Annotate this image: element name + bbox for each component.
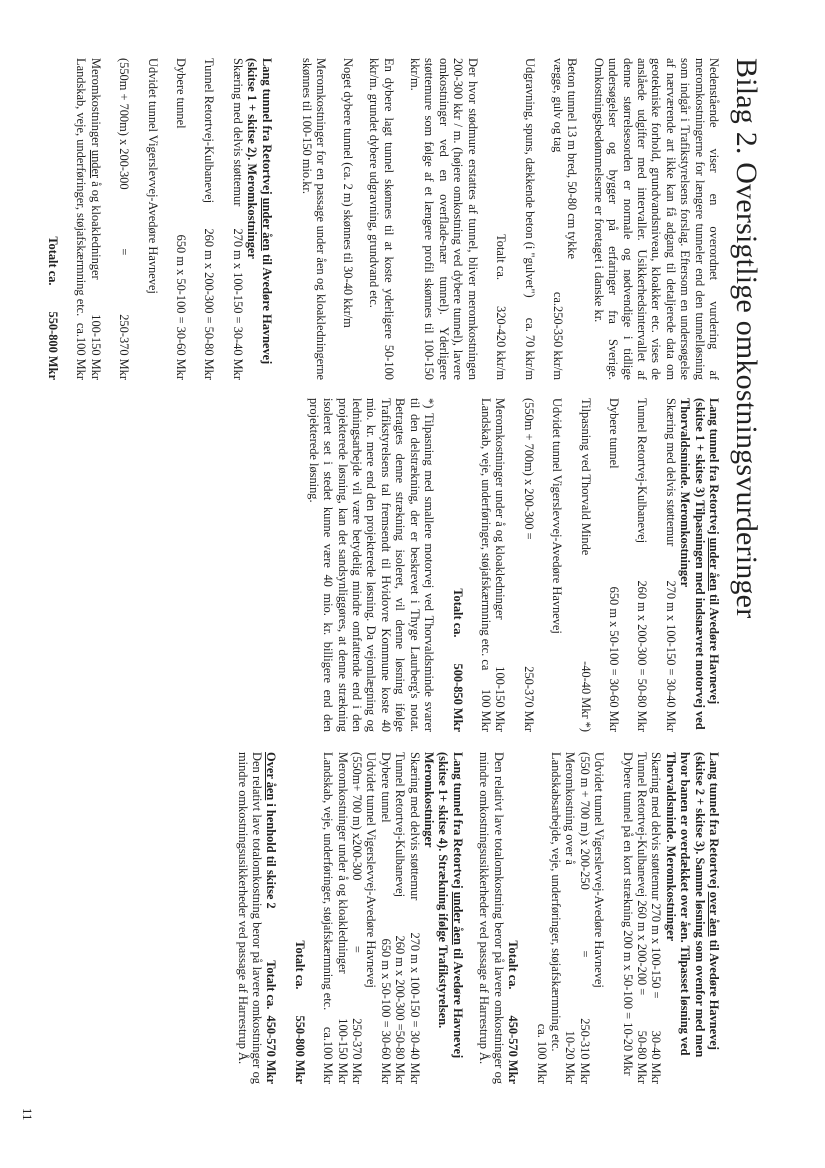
cost-label: Landskab, veje, underføringer, støjafskærmning etc. ca (478, 398, 493, 671)
spacer (536, 398, 550, 732)
cost-label: Tunnel Retortvej-Kulbanevej 260 m x 200-200 = (634, 752, 649, 996)
spacer (649, 398, 663, 732)
cost-value: 650 m x 50-100 = 30-60 Mkr (378, 938, 393, 1084)
cost-row (74, 58, 88, 380)
cost-label: Dybere tunnel (378, 752, 393, 823)
section-heading-1 (245, 58, 274, 380)
section-heading-3 (663, 752, 721, 1084)
cost-value: 270 m x 100-150 = 30-40 Mkr (230, 228, 245, 380)
paragraph-stoedmure: Der hvor stødmure erstattes af tunnel, bliver meromkostningen 200-300 kkr / m. (højere omkostning ved dybere tunnel), lavere omkostninger ved en overflade-nær tunnel). Yderligere støttemure som følge af et længere profil skønnes til 100-150 kkr/m. (408, 58, 480, 380)
cost-row (534, 752, 548, 1084)
cost-value: 250-370 Mkr (117, 314, 132, 380)
cost-value: 50-80 Mkr (634, 1030, 649, 1084)
heading-text: til Avedøre Havnevej (skitse 1 + skitse 3) Tilpasningen med indsnævret motorvej ved Thorvaldsminde. Meromkostninger (678, 398, 721, 730)
spacer (131, 58, 145, 380)
spacer (520, 752, 534, 1084)
total-row (450, 398, 464, 732)
paragraph-dybere: En dybere lagt tunnel skønnes til at koste yderligere 50-100 kkr/m. grundet dybere udgravning, grundvand etc. (367, 58, 396, 380)
cost-value: 650 m x 50-100 = 30-60 Mkr (174, 234, 189, 380)
cost-row (364, 752, 378, 1084)
spacer (436, 398, 450, 732)
cost-row (663, 398, 677, 732)
cost-label: vægge, gulv og tag (550, 58, 565, 153)
heading-underlined: under åen (450, 891, 465, 945)
spacer (593, 398, 607, 732)
cost-label: Landskabsarbejde, veje, underføringer, støjafskærmning etc. (548, 752, 563, 1052)
spacer (507, 398, 521, 732)
spacer (216, 58, 230, 380)
cost-row (620, 752, 634, 1084)
cost-row (563, 752, 577, 1084)
cost-row (522, 58, 536, 380)
cost-value: ca. 100 Mkr (534, 1023, 549, 1084)
spacer (188, 58, 202, 380)
total-value: 550-800 Mkr (292, 1015, 307, 1084)
spacer (621, 398, 635, 732)
column-3 (223, 752, 721, 1084)
cost-label: Udvidet tunnel Vigerslevvej-Avedøre Havnevej (592, 752, 607, 988)
heading-text: Lang tunnel fra Retortvej (707, 752, 721, 892)
total-label: Totalt ca. (46, 236, 60, 286)
cost-row (550, 398, 564, 732)
heading-total (264, 960, 278, 1084)
heading-underlined: under åen (707, 537, 721, 591)
section-heading-2 (678, 398, 721, 732)
spacer (564, 398, 578, 732)
cost-label: Meromkostninger under å og kloakledninger (335, 752, 350, 974)
cost-label: Tunnel Retortvej-Kulbanevej (202, 58, 217, 204)
cost-value: 250-370 Mkr (350, 1018, 365, 1084)
column-2 (294, 398, 721, 732)
cost-value: 100 Mkr (478, 688, 493, 732)
cost-value: ca. 70 kkr/m (522, 317, 537, 380)
heading-text: til Avedøre Havnevej (skitse 1+ skitse 4). Strækning ifølge Trafikstyrelsen. Meromkostninger (422, 752, 465, 1059)
cost-row (393, 752, 407, 1084)
cost-row (493, 398, 507, 732)
cost-label: (550 m + 700 m) x 200-250 (577, 752, 592, 890)
cost-value: 260 m x 200-300 = 50-80 Mkr (635, 580, 650, 732)
cost-label: Udvidet tunnel Vigerslevvej-Avedøre Havnevej (145, 58, 160, 294)
total-label: Totalt ca. (292, 940, 307, 990)
heading-text: til Avedøre Havnevej (skitse 1 + skitse 2). Meromkostninger (245, 58, 274, 365)
spacer (537, 58, 551, 380)
cost-row (635, 398, 649, 732)
cost-label: Skæring med delvis støttemur (407, 752, 422, 901)
cost-equals: = (117, 248, 132, 256)
cost-label: Skæring med delvis støttemur 270 m x 100-150 = (649, 752, 664, 999)
spacer (465, 398, 479, 732)
cost-label: Tunnel Retortvej-Kulbanevej (635, 398, 650, 544)
cost-value: 260 m x 200-300 = 50-80 Mkr (202, 228, 217, 380)
cost-label: Landskab, veje, underføringer, støjafskærmning etc. (321, 752, 336, 1011)
cost-row (649, 752, 663, 1084)
cost-label: Udvidet tunnel Vigerslevvej-Avedøre Havnevej (364, 752, 379, 988)
total-value: 450-570 Mkr (264, 1015, 279, 1084)
cost-label: (550m+ 700 m) x200-300 (350, 752, 365, 881)
cost-value: 100-150 Mkr (335, 1018, 350, 1084)
heading-text: Lang tunnel fra Retortvej (450, 752, 465, 892)
cost-label: Landskab, veje, underføringer, støjafskærmning etc. (74, 58, 89, 317)
cost-value: 250-370 Mkr (521, 666, 536, 732)
cost-row (145, 58, 159, 380)
total-row (46, 58, 60, 380)
total-label: Totalt ca. (506, 940, 521, 990)
label-part: å og kloakledninger (88, 178, 103, 280)
cost-row (88, 58, 102, 380)
cost-label: Tunnel Retortvej-Kulbanevej (393, 752, 408, 898)
heading-text: Lang tunnel fra Retortvej (707, 398, 721, 538)
spacer (508, 58, 522, 380)
label-underlined: under (88, 149, 103, 179)
spacer (278, 752, 292, 1084)
cost-value: 100-150 Mkr (493, 666, 508, 732)
cost-row (174, 58, 188, 380)
cost-row (202, 58, 216, 380)
cost-label (88, 58, 102, 280)
page-number: 11 (20, 1108, 35, 1121)
heading-underlined: over åen (707, 891, 721, 937)
total-label: Totalt ca. (264, 960, 279, 1010)
cost-value: 250-310 Mkr (577, 1018, 592, 1084)
cost-row (635, 752, 649, 1084)
cost-label: Udvidet tunnel Vigerslevvej-Avedøre Havnevej (550, 398, 565, 634)
cost-row (592, 752, 606, 1084)
cost-value: ca.100 Mkr (321, 1026, 336, 1084)
cost-row (549, 752, 563, 1084)
paragraph-noget: Noget dybere tunnel (ca. 2 m) skønnes til 30-40 kkr/m (340, 58, 355, 328)
footnote: *) Tilpasning med smallere motorvej ved Thorvaldsminde svarer til den delstrækning, der er beskrevet i Thyge Laurberg's notat. Betragtes denne strækning isoleret, vil denne løsning ifølge Trafikstyrelsens tal fremsendt til Hvidovre Kommune koste 40 mio. kr. mere end den projekterede løsning. Da vejomlægning og ledningsarbejde vil være betydelig mindre omfattende end i den projekterede løsning, kan det sandsynliggøres, at denne strækning isoleret set i stedet kunne være 40 mio. kr. billigere end den projekterede løsning. (306, 398, 437, 732)
total-label: Totalt ca. (494, 234, 509, 280)
cost-value: ca.100 Mkr (74, 322, 89, 380)
cost-row (407, 752, 421, 1084)
total-row (292, 752, 306, 1084)
cost-row (479, 398, 493, 732)
label-part: Meromkostninger (88, 58, 103, 150)
spacer (103, 58, 117, 380)
cost-label: Skæring med delvis støttemur (663, 398, 678, 547)
cost-value: 100-150 Mkr (88, 314, 103, 380)
cost-value: 30-40 Mkr (649, 1030, 664, 1084)
heading-part: i henhold til skitse 2 (264, 800, 279, 909)
spacer (606, 752, 620, 1084)
total-value: 450-570 Mkr (506, 1015, 521, 1084)
page-title: Bilag 2. Oversigtlige omkostningsvurderinger (730, 58, 763, 619)
column-1 (46, 58, 721, 380)
heading-text (264, 752, 278, 909)
cost-value: 270 m x 100-150 = 30-40 Mkr (663, 580, 678, 732)
cost-row (335, 752, 349, 1084)
paragraph-meromkostninger: Meromkostninger for en passage under åen og kloakledningerne skønnes til 100-150 mio.kr. (300, 58, 329, 380)
cost-value: 270 m x 100-150 = 30-40 Mkr (407, 932, 422, 1084)
spacer (60, 58, 74, 380)
cost-label: Tilpasning ved Thorvald Minde (578, 398, 593, 556)
cost-label: Dybere tunnel (606, 398, 621, 469)
cost-row (230, 58, 244, 380)
cost-row (551, 58, 565, 380)
heading-underlined: under åen (259, 197, 274, 251)
cost-label: Dybere tunnel (174, 58, 189, 129)
cost-value: 10-20 Mkr (563, 1030, 578, 1084)
cost-label: (550m + 700m) x 200-300 (117, 58, 132, 190)
total-label: Totalt ca. (450, 588, 465, 638)
cost-label: Skæring med delvis støttemur (230, 58, 245, 207)
spacer (160, 58, 174, 380)
total-value: 320-420 kkr/m (494, 306, 509, 380)
cost-row (577, 752, 591, 1084)
total-value: 550-800 Mkr (46, 311, 60, 380)
spacer (480, 58, 494, 380)
cost-row (321, 752, 335, 1084)
cost-row (521, 398, 535, 732)
heading-text: til Avedøre Havnevej (skitse 2 + skitse 3). Samme løsning som ovenfor med men hvor banen er overdækket over åen. Tilpasset løsning ved Thorvaldsminde. Meromkostninger (663, 752, 721, 1058)
cost-equals: = (577, 950, 592, 958)
cost-row (378, 752, 392, 1084)
cost-label: Dybere tunnel på en kort strækning 200 m x 50-100 = 10-20 Mkr (620, 752, 635, 1076)
intro-paragraph: Nedenstående viser en overordnet vurdering af meromkostningerne for længere tunneler end den tunnelløsning som indgår i Trafikstyrelsens forslag. Eftersom en undersøgelse af nærværende art ikke kan få adgang til detaljerede data om geotekniske forhold, grundvandsniveau, kloakker etc. vises de anslåede udgifter med intervaller. Usikkerhedsintervallet af denne størrelsesorden er normale og nødvendige i tidlige undersøgelser og bygger på erfaringer fra Sverige. Omkostningsbedømmelserne er foretaget i danske kr. (591, 58, 721, 380)
section-heading-5 (264, 752, 278, 1084)
cost-row (578, 398, 592, 732)
cost-row (117, 58, 131, 380)
heading-text: Lang tunnel fra Retortvej (259, 58, 274, 198)
cost-value: 260 m x 200-300 =50-80 Mkr (393, 935, 408, 1084)
cost-label: Udgravning, spuns, dækkende beton (i "gulvet") (522, 58, 537, 298)
total-value: 500-850 Mkr (450, 663, 465, 732)
heading-underlined: Over åen (264, 752, 279, 801)
cost-value: -40-40 Mkr *) (578, 661, 593, 732)
cost-equals: = (350, 945, 365, 953)
cost-value: ca.250-350 kkr/m (550, 291, 565, 380)
cost-label: Meromkostning over å (563, 752, 578, 865)
cost-row (350, 752, 364, 1084)
total-row (494, 58, 508, 380)
paragraph-relativt-2: Den relativt lave totalomkostning beror på lavere omkostninger og mindre omkostningsusikkerheder ved passage af Harrestrup Å. (235, 752, 265, 1084)
cost-value: 650 m x 50-100 = 30-60 Mkr (606, 586, 621, 732)
total-row (506, 752, 520, 1084)
paragraph-relativt: Den relativt lave totalomkostning beror på lavere omkostninger og mindre omkostningsusikkerheder ved passage af Harrestrup Å. (477, 752, 506, 1084)
spacer (274, 58, 288, 380)
beton-title: Beton tunnel 13 m bred, 50-80 cm tykke (565, 58, 580, 259)
cost-label: (550m + 700m) x 200-300 = (521, 398, 536, 540)
spacer (307, 752, 321, 1084)
cost-label: Meromkostninger under å og kloakledninger (493, 398, 508, 620)
cost-row (607, 398, 621, 732)
section-heading-4 (422, 752, 465, 1084)
